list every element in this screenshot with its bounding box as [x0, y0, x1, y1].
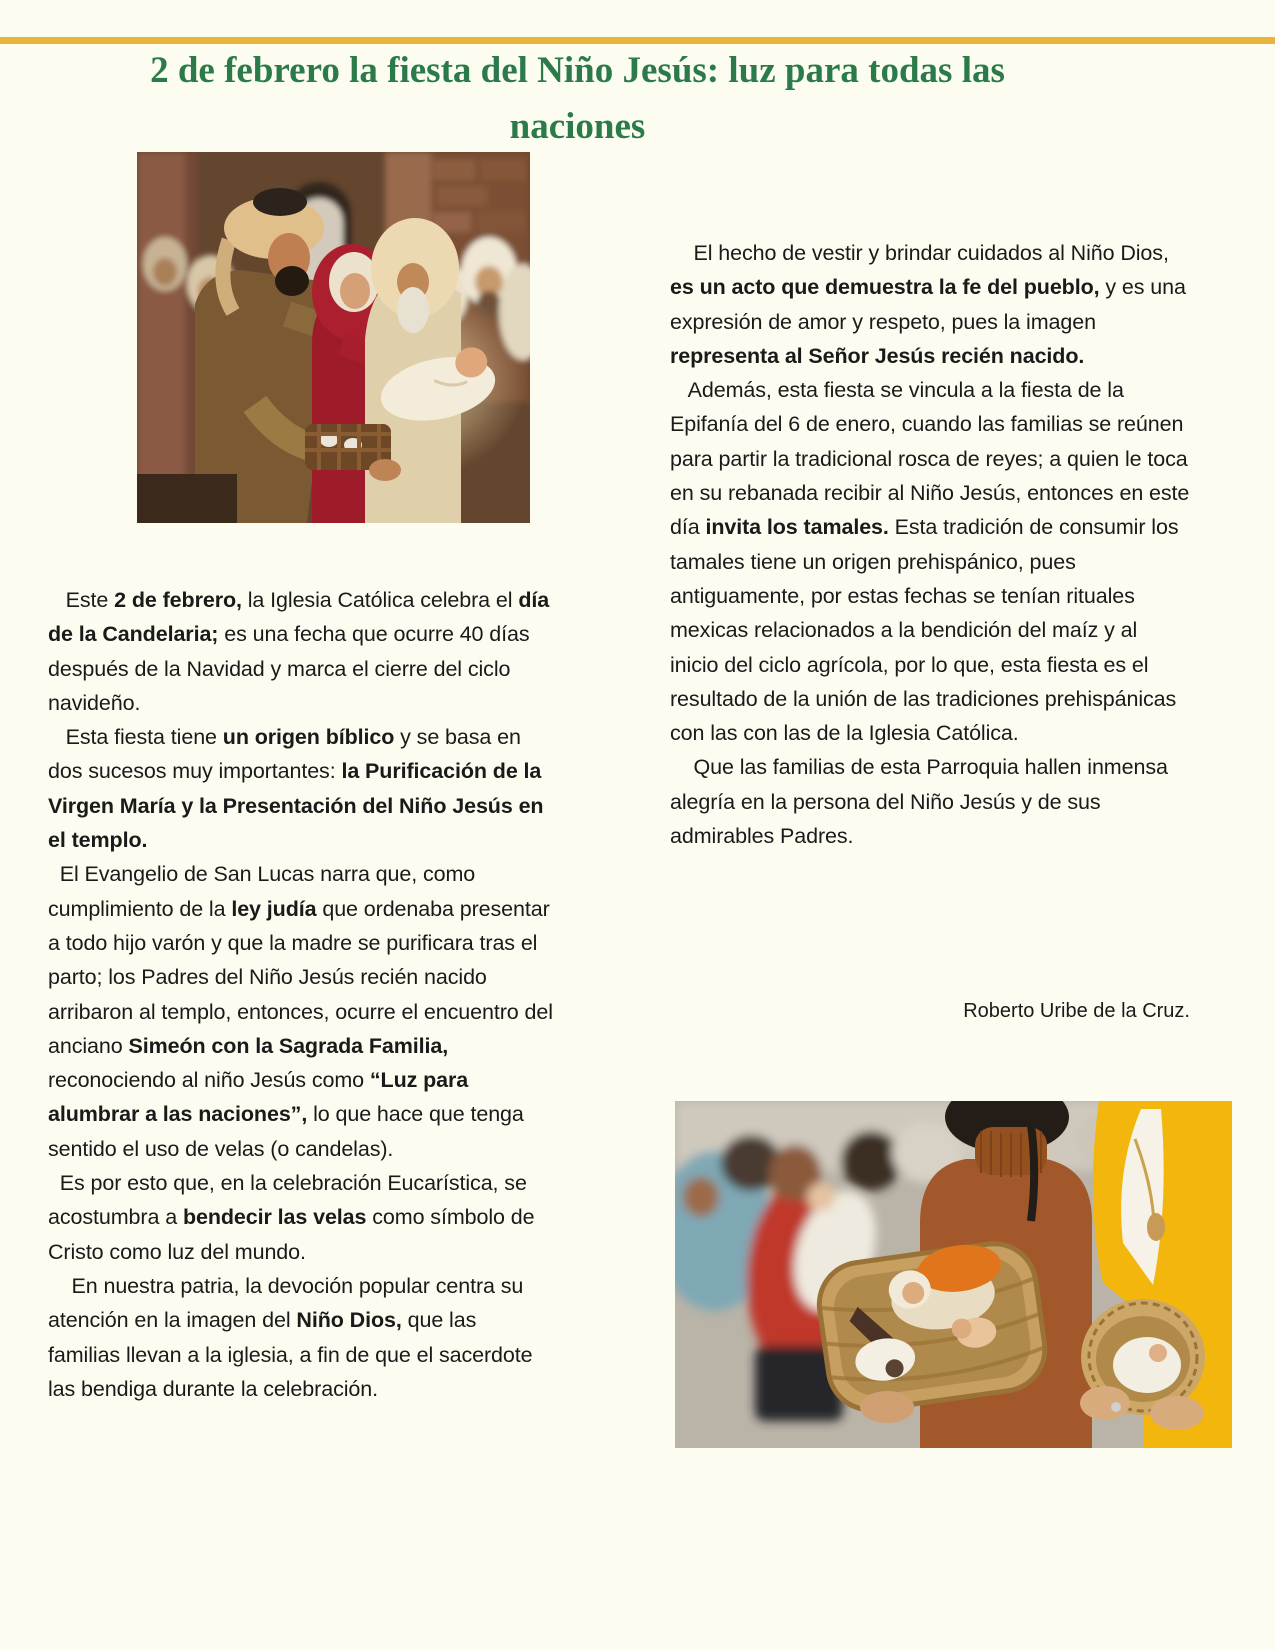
paragraph: En nuestra patria, la devoción popular centra su atención en la imagen del Niño Dios, que las familias llevan a la iglesia, a fin de que el sacerdote las bendiga durante la celebración.	[48, 1273, 539, 1401]
paragraph: El hecho de vestir y brindar cuidados al Niño Dios, es un acto que demuestra la fe del pueblo, y es una expresión de amor y respeto, pues la imagen representa al Señor Jesús recién nacido.	[670, 241, 1192, 368]
paragraph: Este 2 de febrero, la Iglesia Católica celebra el día de la Candelaria; es una fecha que ocurre 40 días después de la Navidad y marca el cierre del ciclo navideño.	[48, 588, 555, 715]
paragraph: El Evangelio de San Lucas narra que, como cumplimiento de la ley judía que ordenaba presentar a todo hijo varón y que la madre se purificara tras el parto; los Padres del Niño Jesús recién nacido arribaron al templo, entonces, ocurre el encuentro del anciano Simeón con la Sagrada Familia, reconociendo al niño Jesús como “Luz para alumbrar a las naciones”, lo que hace que tenga sentido el uso de velas (o candelas).	[48, 862, 559, 1161]
page-title-line-2: naciones	[509, 106, 646, 147]
right-column	[670, 236, 1196, 853]
author-attribution: Roberto Uribe de la Cruz.	[963, 1000, 1190, 1022]
page-title	[50, 43, 1105, 155]
paragraph: Que las familias de esta Parroquia hallen inmensa alegría en la persona del Niño Jesús y de sus admirables Padres.	[670, 755, 1174, 849]
page-title-line-1: 2 de febrero la fiesta del Niño Jesús: luz para todas las	[150, 50, 1005, 91]
paragraph: Es por esto que, en la celebración Eucarística, se acostumbra a bendecir las velas como símbolo de Cristo como luz del mundo.	[48, 1171, 541, 1264]
paragraph: Además, esta fiesta se vincula a la fiesta de la Epifanía del 6 de enero, cuando las familias se reúnen para partir la tradicional rosca de reyes; a quien le toca en su rebanada recibir al Niño Jesús, entonces en este día invita los tamales. Esta tradición de consumir los tamales tiene un origen prehispánico, pues antiguamente, por estas fechas se tenían rituales mexicas relacionados a la bendición del maíz y al inicio del ciclo agrícola, por lo que, esta fiesta es el resultado de la unión de las tradiciones prehispánicas con las con las de la Iglesia Católica.	[670, 378, 1196, 746]
candelaria-photo-image	[675, 1101, 1232, 1448]
left-column	[48, 583, 559, 1406]
presentation-painting-image	[137, 152, 530, 523]
paragraph: Esta fiesta tiene un origen bíblico y se basa en dos sucesos muy importantes: la Purificación de la Virgen María y la Presentación del Niño Jesús en el templo.	[48, 725, 550, 853]
